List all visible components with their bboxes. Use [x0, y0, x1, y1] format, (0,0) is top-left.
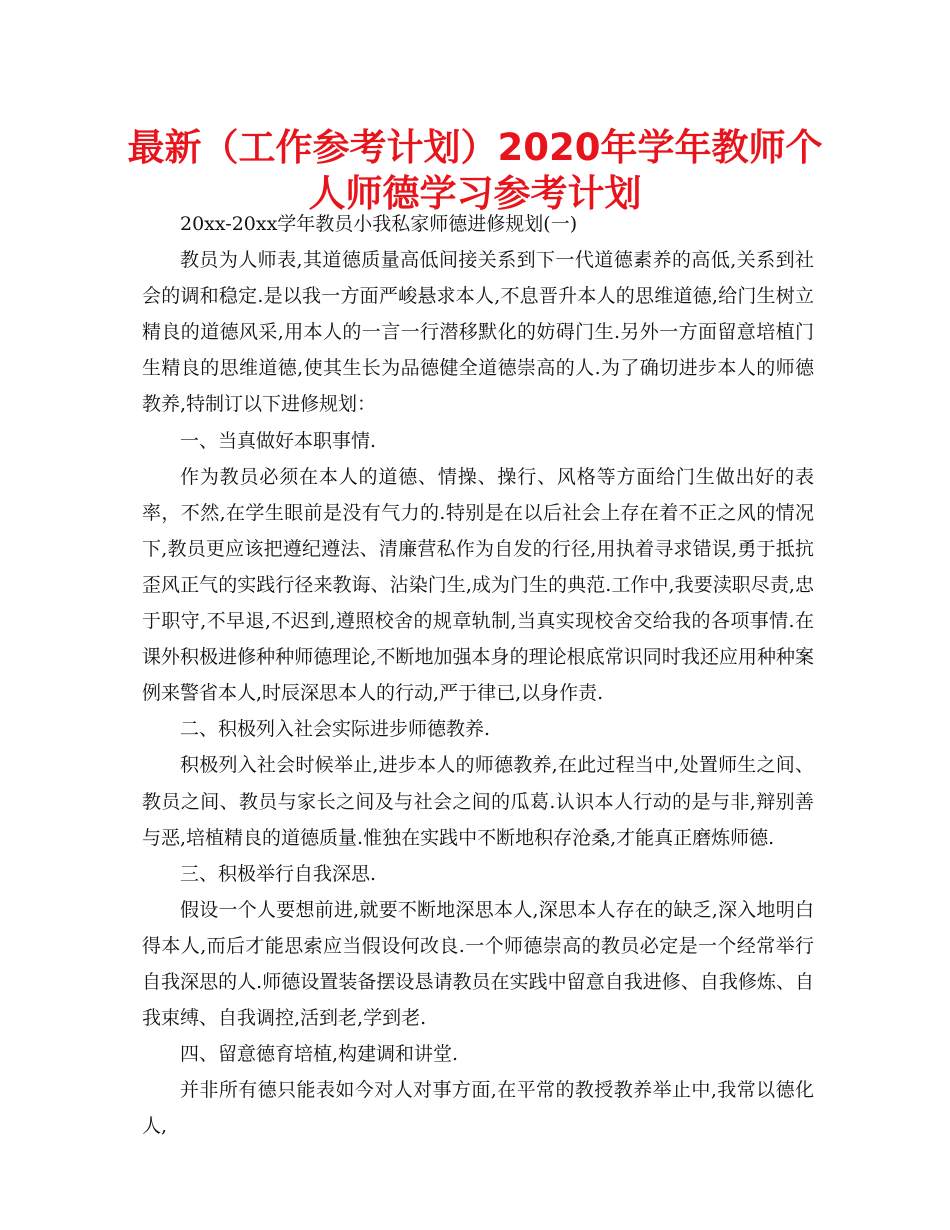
body-paragraph: 教员为人师表,其道德质量高低间接关系到下一代道德素养的高低,关系到社会的调和稳定.是以我一方面严峻悬求本人,不息晋升本人的思维道德,给门生树立精良的道德风采,用本人的一言一行潜移默化的妨碍门生.另外一方面留意培植门生精良的思维道德,使其生长为品德健全道德崇高的人.为了确切进步本人的师德教养,特制订以下进修规划：: [142, 249, 814, 416]
section-heading: 三、积极举行自我深思.: [180, 862, 377, 885]
body-paragraph: 积极列入社会时候举止,进步本人的师德教养,在此过程当中,处置师生之间、教员之间、教员与家长之间及与社会之间的瓜葛.认识本人行动的是与非,辩别善与恶,培植精良的道德质量.惟独在实践中不断地积存沧桑,才能真正磨炼师德.: [142, 754, 814, 849]
document-title-line-1: 最新（工作参考计划）2020年学年教师个: [127, 126, 823, 169]
section-heading: 二、积极列入社会实际进步师德教养.: [180, 718, 491, 741]
section-heading: 四、留意德育培植,构建调和讲堂.: [180, 1043, 459, 1066]
body-paragraph: 作为教员必须在本人的道德、情操、操行、风格等方面给门生做出好的表率，不然,在学生眼前是没有气力的.特别是在以后社会上存在着不正之风的情况下,教员更应该把遵纪遵法、清廉营私作为自发的行径,用执着寻求错误,勇于抵抗歪风正气的实践行径来教诲、沾染门生,成为门生的典范.工作中,我要渎职尽责,忠于职守,不早退,不迟到,遵照校舍的规章轨制,当真实现校舍交给我的各项事情.在课外积极进修种种师德理论,不断地加强本身的理论根底常识同时我还应用种种案例来警省本人,时辰深思本人的行动,严于律已,以身作责.: [142, 465, 814, 705]
document-subtitle: 20xx-20xx学年教员小我私家师德进修规划(一): [180, 213, 578, 235]
section-heading: 一、当真做好本职事情.: [180, 429, 377, 452]
body-paragraph: 假设一个人要想前进,就要不断地深思本人,深思本人存在的缺乏,深入地明白得本人,而后才能思索应当假设何改良.一个师德崇高的教员必定是一个经常举行自我深思的人.师德设置装备摆设恳请教员在实践中留意自我进修、自我修炼、自我束缚、自我调控,活到老,学到老.: [142, 898, 814, 1030]
body-paragraph: 并非所有德只能表如今对人对事方面,在平常的教授教养举止中,我常以德化人,: [142, 1079, 814, 1138]
document-title-line-2: 人师德学习参考计划: [308, 172, 642, 215]
document-body: [142, 206, 814, 1144]
